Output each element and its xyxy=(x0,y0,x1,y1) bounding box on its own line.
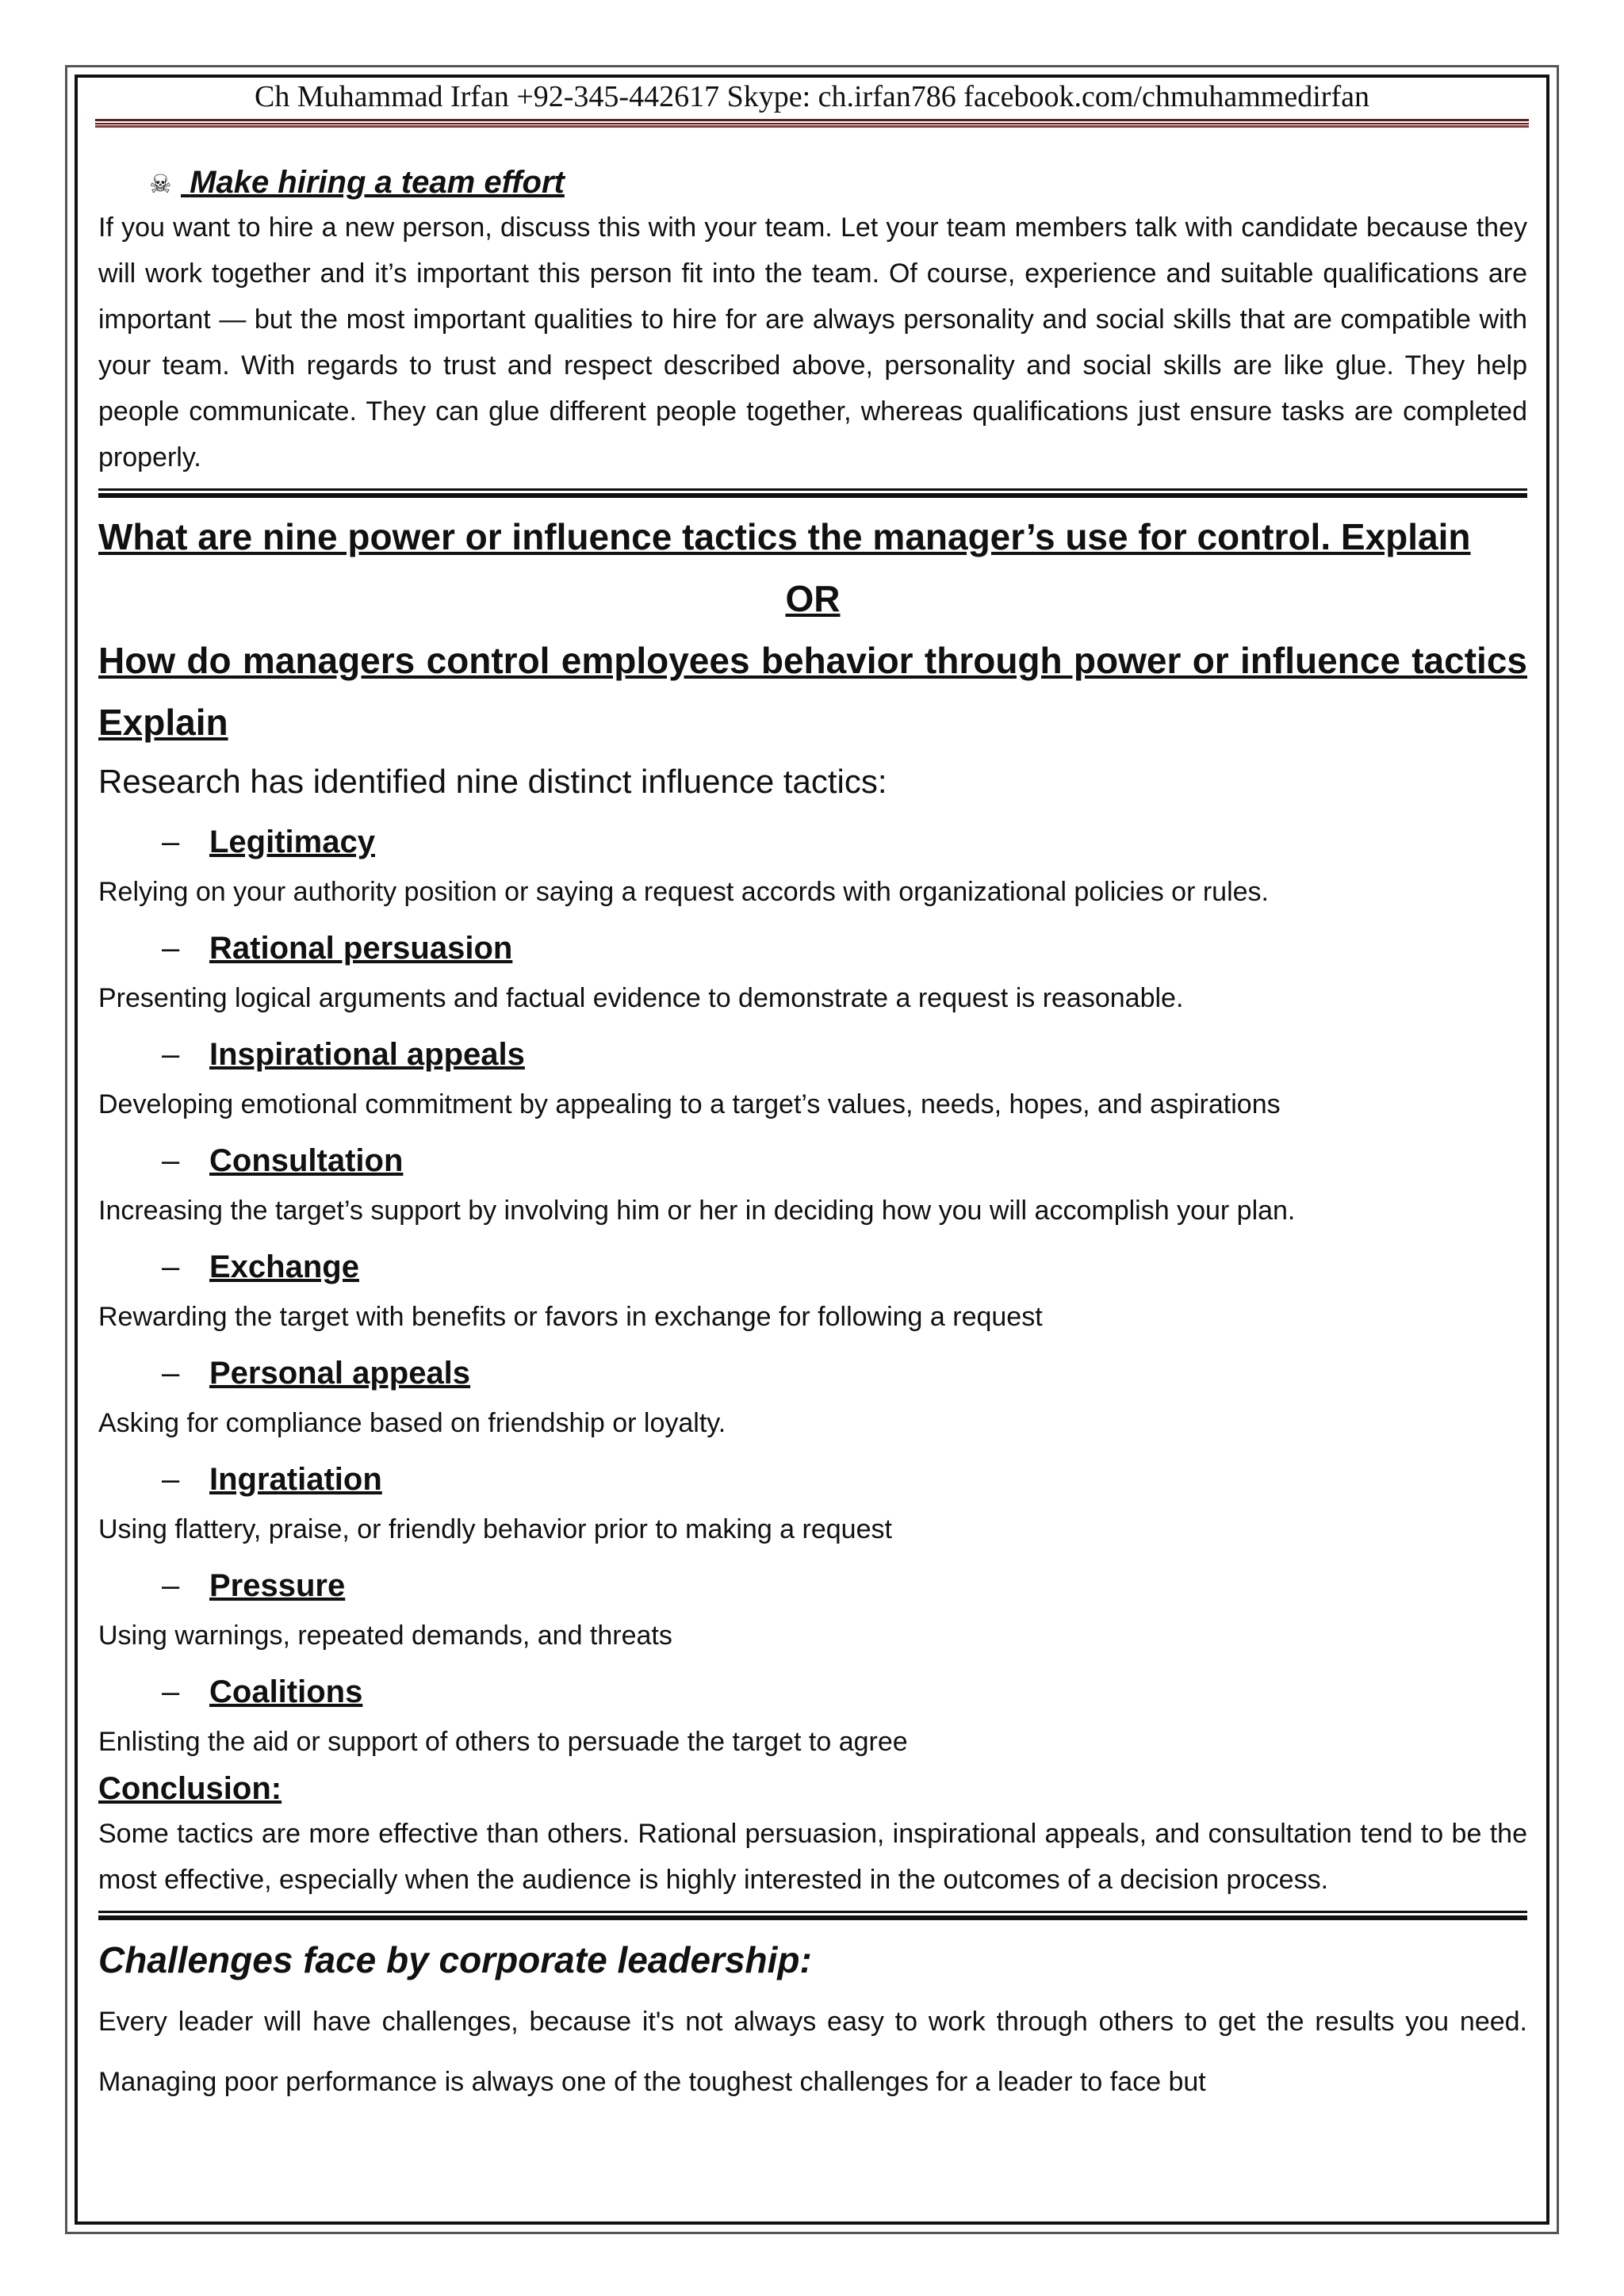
tactic-heading: – Rational persuasion xyxy=(162,931,513,966)
tactic-heading: – Pressure xyxy=(162,1568,346,1603)
skull-icon: ☠ xyxy=(149,170,172,198)
challenges-heading: Challenges face by corporate leadership: xyxy=(98,1939,812,1980)
tactic-description: Using flattery, praise, or friendly behavior prior to making a request xyxy=(98,1514,892,1544)
tactic-description: Relying on your authority position or saying a request accords with organizational policies or rules. xyxy=(98,877,1269,907)
hiring-paragraph: If you want to hire a new person, discuss this with your team. Let your team members talk with candidate because they will work together and it’s important this person fit into the team. Of course, experience and suitable qualifications are important — but the most important qualities to hire for are always personality and social skills that are compatible with your team. With regards to trust and respect described above, personality and social skills are like glue. They help people communicate. They can glue different people together, whereas qualifications just ensure tasks are completed properly. xyxy=(98,212,1527,473)
tactic-name: Exchange xyxy=(209,1249,359,1284)
tactic-name: Ingratiation xyxy=(209,1462,382,1497)
tactic-item xyxy=(98,1560,1527,1660)
question-heading: What are nine power or influence tactics the manager’s use for control. Explain xyxy=(98,516,1471,557)
tactic-item xyxy=(98,1348,1527,1448)
hiring-heading-text: Make hiring a team effort xyxy=(190,165,565,200)
tactic-name: Coalitions xyxy=(209,1674,363,1709)
hiring-heading xyxy=(149,162,1527,205)
tactic-name: Consultation xyxy=(209,1143,404,1178)
question-heading-alt: How do managers control employees behavior through power or influence tactics Explain xyxy=(98,640,1527,743)
tactics-intro: Research has identified nine distinct influence tactics: xyxy=(98,763,887,800)
page-header: Ch Muhammad Irfan +92-345-442617 Skype: ch.irfan786 facebook.com/chmuhammedirfan xyxy=(255,80,1369,113)
tactic-heading: – Exchange xyxy=(162,1249,359,1284)
header-rule xyxy=(95,119,1529,127)
tactic-description: Asking for compliance based on friendship or loyalty. xyxy=(98,1408,726,1438)
tactic-description: Enlisting the aid or support of others to persuade the target to agree xyxy=(98,1727,908,1757)
tactic-heading: – Ingratiation xyxy=(162,1462,382,1497)
section-divider xyxy=(98,1911,1527,1920)
tactic-item xyxy=(98,1135,1527,1235)
tactic-heading: – Legitimacy xyxy=(162,825,375,859)
tactic-item xyxy=(98,923,1527,1023)
tactic-name: Rational persuasion xyxy=(209,931,513,966)
tactic-heading: – Inspirational appeals xyxy=(162,1037,525,1072)
tactic-item xyxy=(98,1454,1527,1554)
tactic-item xyxy=(98,1667,1527,1766)
tactic-description: Rewarding the target with benefits or favors in exchange for following a request xyxy=(98,1302,1043,1332)
tactic-item xyxy=(98,1242,1527,1341)
tactic-description: Increasing the target’s support by involving him or her in deciding how you will accomplish your plan. xyxy=(98,1196,1296,1226)
or-separator: OR xyxy=(785,578,841,619)
tactic-name: Inspirational appeals xyxy=(209,1037,525,1072)
tactic-name: Legitimacy xyxy=(209,825,375,859)
tactic-heading: – Personal appeals xyxy=(162,1356,471,1391)
tactics-list xyxy=(98,817,1527,1766)
tactic-heading: – Consultation xyxy=(162,1143,404,1178)
tactic-heading: – Coalitions xyxy=(162,1674,363,1709)
tactic-name: Pressure xyxy=(209,1568,346,1603)
tactic-description: Presenting logical arguments and factual evidence to demonstrate a request is reasonable. xyxy=(98,983,1184,1013)
tactic-description: Developing emotional commitment by appealing to a target’s values, needs, hopes, and aspirations xyxy=(98,1089,1281,1119)
tactic-item xyxy=(98,1029,1527,1129)
tactic-description: Using warnings, repeated demands, and threats xyxy=(98,1621,672,1651)
challenges-paragraph: Every leader will have challenges, because it's not always easy to work through others to get the results you need. Managing poor performance is always one of the toughest challenges for a leader to face but xyxy=(98,2007,1527,2097)
conclusion-paragraph: Some tactics are more effective than others. Rational persuasion, inspirational appeals, and consultation tend to be the most effective, especially when the audience is highly interested in the outcomes of a decision process. xyxy=(98,1819,1527,1895)
conclusion-heading: Conclusion: xyxy=(98,1771,282,1806)
tactic-name: Personal appeals xyxy=(209,1356,471,1391)
section-divider xyxy=(98,488,1527,498)
tactic-item xyxy=(98,817,1527,916)
document-body xyxy=(98,162,1527,2112)
